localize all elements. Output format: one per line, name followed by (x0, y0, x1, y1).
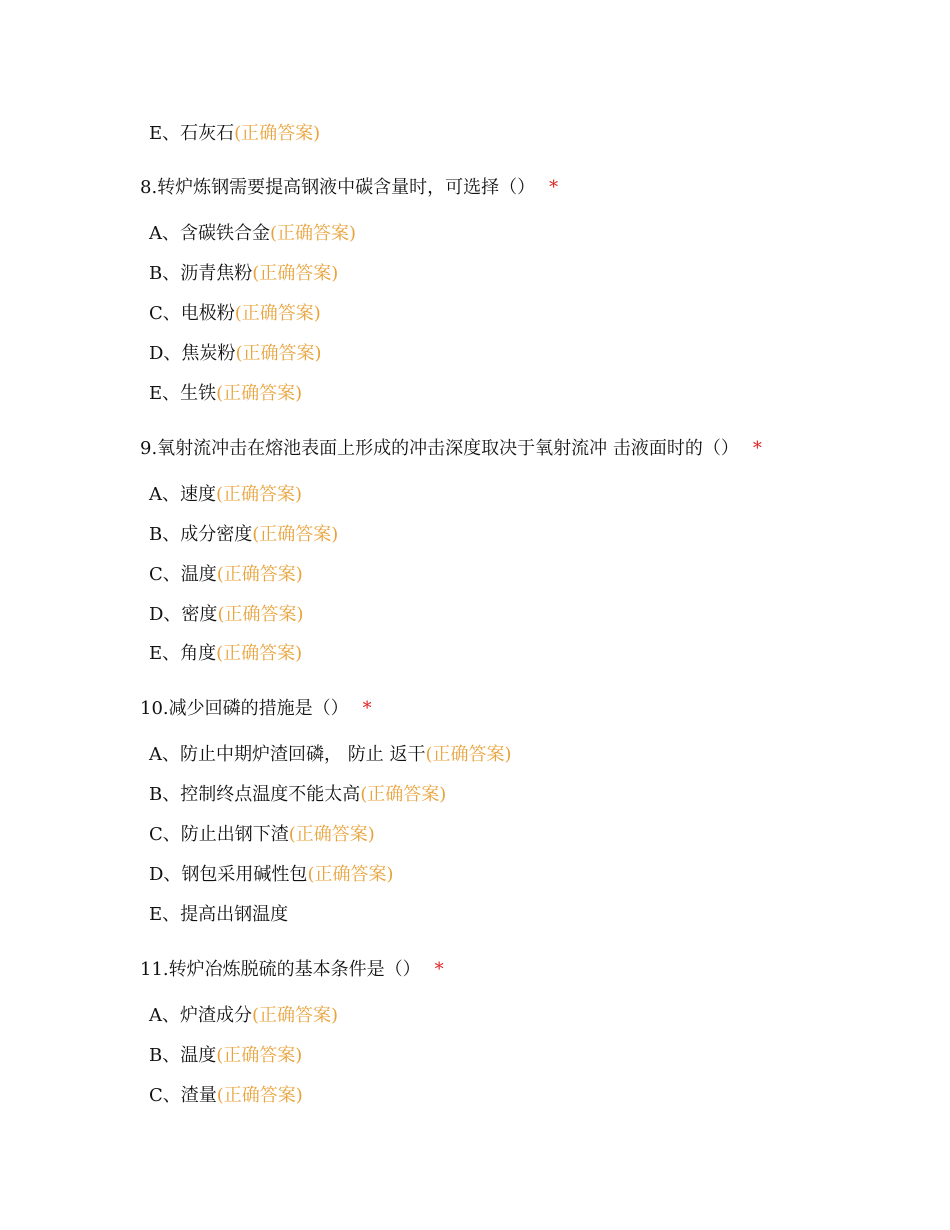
option-text: E、角度 (149, 643, 217, 664)
question-9-option-d (149, 603, 303, 627)
question-8-option-d (149, 342, 321, 366)
option-text: D、密度 (149, 604, 218, 625)
question-11-title (140, 958, 444, 982)
option-text: E、石灰石 (149, 123, 235, 144)
question-9-option-c (149, 563, 303, 587)
question-9-option-e (149, 642, 302, 666)
required-asterisk: * (752, 438, 762, 459)
option-text: C、电极粉 (149, 303, 235, 324)
question-8-option-b (149, 262, 338, 286)
option-text: B、沥青焦粉 (149, 263, 253, 284)
correct-answer-tag: (正确答案) (216, 643, 303, 664)
question-10-title (140, 697, 372, 721)
question-9-option-a (149, 483, 302, 507)
correct-answer-tag: (正确答案) (252, 1005, 339, 1026)
option-text: B、控制终点温度不能太高 (149, 784, 361, 805)
correct-answer-tag: (正确答案) (234, 123, 321, 144)
option-text: D、钢包采用碱性包 (149, 864, 308, 885)
question-11-option-b (149, 1044, 302, 1068)
question-8-title (140, 176, 558, 200)
correct-answer-tag: (正确答案) (307, 864, 394, 885)
option-text: C、防止出钢下渣 (149, 824, 289, 845)
question-10-option-d (149, 863, 393, 887)
question-11-option-c (149, 1084, 303, 1108)
question-text: 11.转炉冶炼脱硫的基本条件是（） (140, 959, 421, 980)
option-text: A、防止中期炉渣回磷， 防止 返干 (149, 744, 426, 765)
option-text: C、渣量 (149, 1085, 217, 1106)
correct-answer-tag: (正确答案) (217, 604, 304, 625)
correct-answer-tag: (正确答案) (252, 524, 339, 545)
correct-answer-tag: (正确答案) (235, 343, 322, 364)
question-10-option-a (149, 743, 512, 767)
correct-answer-tag: (正确答案) (425, 744, 512, 765)
correct-answer-tag: (正确答案) (252, 263, 339, 284)
option-text: A、速度 (149, 484, 216, 505)
question-text: 10.减少回磷的措施是（） (140, 698, 349, 719)
question-text: 8.转炉炼钢需要提高钢液中碳含量时，可选择（） (140, 177, 536, 198)
question-8-option-e (149, 382, 302, 406)
question-10-option-e (149, 903, 288, 927)
option-text: A、炉渣成分 (149, 1005, 252, 1026)
option-text: B、成分密度 (149, 524, 253, 545)
correct-answer-tag: (正确答案) (270, 223, 357, 244)
option-text: D、焦炭粉 (149, 343, 236, 364)
correct-answer-tag: (正确答案) (216, 484, 303, 505)
required-asterisk: * (434, 959, 444, 980)
option-text: A、含碳铁合金 (149, 223, 270, 244)
option-text: B、温度 (149, 1045, 217, 1066)
required-asterisk: * (362, 698, 372, 719)
option-carryover-e (149, 122, 320, 146)
option-text: E、生铁 (149, 383, 217, 404)
correct-answer-tag: (正确答案) (216, 383, 303, 404)
correct-answer-tag: (正确答案) (216, 1045, 303, 1066)
option-text: E、提高出钢温度 (149, 904, 289, 925)
correct-answer-tag: (正确答案) (216, 564, 303, 585)
correct-answer-tag: (正确答案) (216, 1085, 303, 1106)
required-asterisk: * (549, 177, 559, 198)
correct-answer-tag: (正确答案) (360, 784, 447, 805)
correct-answer-tag: (正确答案) (234, 303, 321, 324)
question-8-option-c (149, 302, 321, 326)
question-8-option-a (149, 222, 356, 246)
question-9-title (140, 437, 762, 461)
question-11-option-a (149, 1004, 338, 1028)
option-text: C、温度 (149, 564, 217, 585)
question-text: 9.氧射流冲击在熔池表面上形成的冲击深度取决于氧射流冲 击液面时的（） (140, 438, 739, 459)
correct-answer-tag: (正确答案) (288, 824, 375, 845)
question-10-option-b (149, 783, 446, 807)
question-10-option-c (149, 823, 375, 847)
question-9-option-b (149, 523, 338, 547)
